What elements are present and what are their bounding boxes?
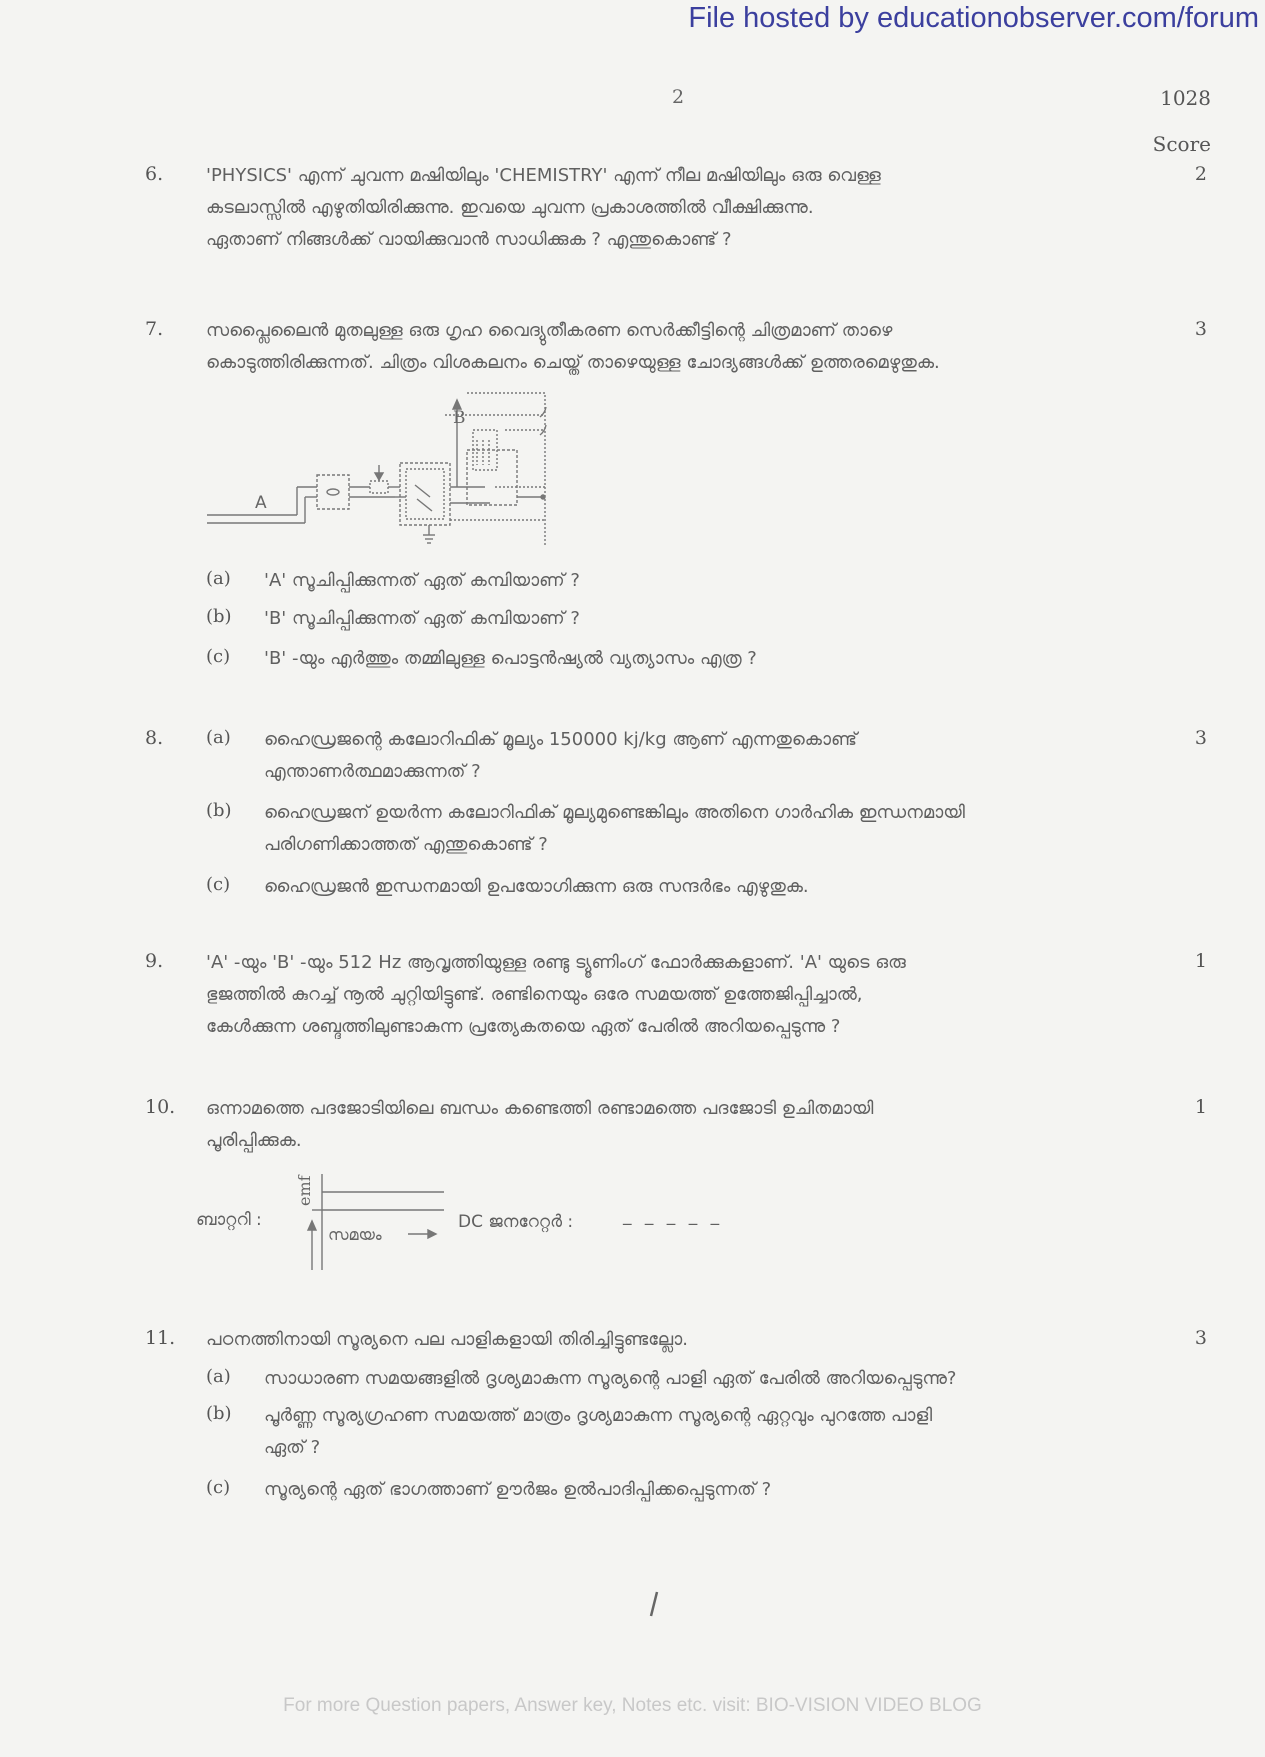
part-label: (b) <box>206 800 232 821</box>
text-line: ഏതാണ് നിങ്ങൾക്ക് വായിക്കുവാൻ സാധിക്കുക ? എന്തുകൊണ്ട് ? <box>206 229 732 250</box>
question-score-10: 1 <box>1194 1096 1207 1118</box>
part-text <box>264 797 1151 861</box>
text-line: ഭുജത്തിൽ കുറച്ച് നൂൽ ചുറ്റിയിട്ടുണ്ട്. രണ്ടിനെയും ഒരേ സമയത്ത് ഉത്തേജിപ്പിച്ചാൽ, <box>206 984 863 1005</box>
question-number-11: 11. <box>145 1327 176 1349</box>
pen-mark <box>645 1590 665 1620</box>
text-line: ഹൈഡ്രജന്റെ കലോറിഫിക് മൂല്യം 150000 kj/kg ആണ് എന്നതുകൊണ്ട് <box>264 729 857 750</box>
text-line: ഏത് ? <box>264 1437 321 1458</box>
part-label: (a) <box>206 1366 231 1387</box>
part-text: 'B' -യും എർത്തും തമ്മിലുള്ള പൊട്ടൻഷ്യൽ വ്യത്യാസം എത്ര ? <box>264 648 757 669</box>
part-text <box>264 1400 1151 1464</box>
page-number: 2 <box>672 86 685 108</box>
question-text-7 <box>206 315 1151 379</box>
footer-note[interactable]: For more Question papers, Answer key, Notes etc. visit: BIO-VISION VIDEO BLOG <box>283 1695 982 1716</box>
graph-x-label: സമയം <box>328 1225 382 1244</box>
diagram-label-a: A <box>255 493 267 513</box>
text-line: കൊടുത്തിരിക്കുന്നത്. ചിത്രം വിശകലനം ചെയ്ത് താഴെയുള്ള ചോദ്യങ്ങൾക്ക് ഉത്തരമെഴുതുക. <box>206 352 940 373</box>
text-line: ഹൈഡ്രജന് ഉയർന്ന കലോറിഫിക് മൂല്യമുണ്ടെങ്കിലും അതിനെ ഗാർഹിക ഇന്ധനമായി <box>264 802 965 823</box>
question-number-9: 9. <box>145 950 164 972</box>
part-text: 'A' സൂചിപ്പിക്കുന്നത് ഏത് കമ്പിയാണ് ? <box>264 570 580 591</box>
house-wiring-diagram <box>205 395 565 555</box>
part-text: സാധാരണ സമയങ്ങളിൽ ദൃശ്യമാകുന്ന സൂര്യന്റെ പാളി ഏത് പേരിൽ അറിയപ്പെടുന്നു? <box>264 1368 957 1389</box>
question-score-7: 3 <box>1194 318 1207 340</box>
hosting-banner[interactable]: File hosted by educationobserver.com/forum <box>688 2 1259 34</box>
question-number-6: 6. <box>145 163 164 185</box>
question-text-11: പഠനത്തിനായി സൂര്യനെ പല പാളികളായി തിരിച്ചിട്ടുണ്ടല്ലോ. <box>206 1329 688 1350</box>
question-number-8: 8. <box>145 727 164 749</box>
part-label: (b) <box>206 1403 232 1424</box>
text-line: സപ്ലൈലൈൻ മുതലുള്ള ഒരു ഗൃഹ വൈദ്യുതീകരണ സെർക്കീട്ടിന്റെ ചിത്രമാണ് താഴെ <box>206 320 893 341</box>
text-line: ഒന്നാമത്തെ പദജോടിയിലെ ബന്ധം കണ്ടെത്തി രണ്ടാമത്തെ പദജോടി ഉചിതമായി <box>206 1098 874 1119</box>
part-text: 'B' സൂചിപ്പിക്കുന്നത് ഏത് കമ്പിയാണ് ? <box>264 608 580 629</box>
diagram-label-b: B <box>453 408 466 428</box>
question-number-7: 7. <box>145 318 164 340</box>
question-text-10 <box>206 1093 1151 1157</box>
battery-label: ബാറ്ററി : <box>196 1210 262 1230</box>
text-line: എന്താണർത്ഥമാക്കുന്നത് ? <box>264 761 481 782</box>
part-text <box>264 724 1151 788</box>
text-line: കേൾക്കുന്ന ശബ്ദത്തിലുണ്ടാകുന്ന പ്രത്യേകതയെ ഏത് പേരിൽ അറിയപ്പെടുന്നു ? <box>206 1016 841 1037</box>
paper-code: 1028 <box>1160 86 1211 110</box>
answer-blank: _ _ _ _ _ <box>623 1206 724 1226</box>
dc-generator-label: DC ജനറേറ്റർ : <box>458 1212 574 1232</box>
question-score-6: 2 <box>1194 163 1207 185</box>
text-line: പൂരിപ്പിക്കുക. <box>206 1130 302 1151</box>
question-score-11: 3 <box>1194 1327 1207 1349</box>
part-label: (c) <box>206 874 231 895</box>
text-line: പരിഗണിക്കാത്തത് എന്തുകൊണ്ട് ? <box>264 834 548 855</box>
part-label: (c) <box>206 646 231 667</box>
text-line: പൂർണ്ണ സൂര്യഗ്രഹണ സമയത്ത് മാത്രം ദൃശ്യമാകുന്ന സൂര്യന്റെ ഏറ്റവും പുറത്തേ പാളി <box>264 1405 933 1426</box>
question-text-6 <box>206 160 1151 256</box>
question-number-10: 10. <box>145 1096 176 1118</box>
question-score-8: 3 <box>1194 727 1207 749</box>
part-label: (a) <box>206 568 231 589</box>
graph-y-label: emf <box>295 1175 314 1206</box>
emf-time-graph <box>295 1172 458 1272</box>
part-text: ഹൈഡ്രജൻ ഇന്ധനമായി ഉപയോഗിക്കുന്ന ഒരു സന്ദർഭം എഴുതുക. <box>264 876 809 897</box>
score-header: Score <box>1152 132 1211 156</box>
part-label: (b) <box>206 606 232 627</box>
question-score-9: 1 <box>1194 950 1207 972</box>
part-text: സൂര്യന്റെ ഏത് ഭാഗത്താണ് ഊർജം ഉൽപാദിപ്പിക്കപ്പെടുന്നത് ? <box>264 1479 772 1500</box>
text-line: 'PHYSICS' എന്ന് ചുവന്ന മഷിയിലും 'CHEMISTRY' എന്ന് നീല മഷിയിലും ഒരു വെള്ള <box>206 165 881 186</box>
part-label: (c) <box>206 1477 231 1498</box>
part-label: (a) <box>206 727 231 748</box>
question-text-9 <box>206 947 1151 1043</box>
text-line: കടലാസ്സിൽ എഴുതിയിരിക്കുന്നു. ഇവയെ ചുവന്ന പ്രകാശത്തിൽ വീക്ഷിക്കുന്നു. <box>206 197 814 218</box>
text-line: 'A' -യും 'B' -യും 512 Hz ആവൃത്തിയുള്ള രണ്ടു ട്യൂണിംഗ് ഫോർക്കുകളാണ്. 'A' യുടെ ഒരു <box>206 952 906 973</box>
